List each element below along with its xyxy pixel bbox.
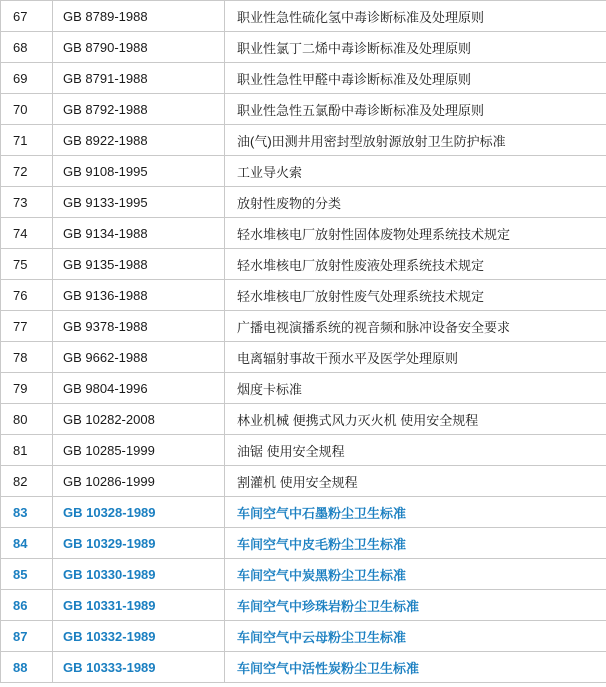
standard-code-cell: GB 9804-1996 (53, 373, 225, 404)
standard-code-cell: GB 10329-1989 (53, 528, 225, 559)
standard-code-cell: GB 9378-1988 (53, 311, 225, 342)
standard-title-cell: 车间空气中云母粉尘卫生标准 (225, 621, 606, 652)
row-index-cell: 69 (1, 63, 53, 94)
standard-code-cell: GB 10286-1999 (53, 466, 225, 497)
standards-table-body (1, 1, 606, 683)
row-index-cell: 72 (1, 156, 53, 187)
standard-title-cell: 轻水堆核电厂放射性废液处理系统技术规定 (225, 249, 606, 280)
standard-code-cell: GB 10332-1989 (53, 621, 225, 652)
table-row (1, 404, 606, 435)
table-row (1, 621, 606, 652)
standard-code-cell: GB 10331-1989 (53, 590, 225, 621)
standard-code-cell: GB 8789-1988 (53, 1, 225, 32)
standard-code-cell: GB 9108-1995 (53, 156, 225, 187)
row-index-cell: 77 (1, 311, 53, 342)
standard-code-cell: GB 9133-1995 (53, 187, 225, 218)
table-row (1, 156, 606, 187)
row-index-cell: 79 (1, 373, 53, 404)
standard-title-cell: 割灌机 使用安全规程 (225, 466, 606, 497)
table-row (1, 590, 606, 621)
row-index-cell: 87 (1, 621, 53, 652)
table-row (1, 94, 606, 125)
standard-code-cell: GB 9662-1988 (53, 342, 225, 373)
row-index-cell: 70 (1, 94, 53, 125)
table-row (1, 125, 606, 156)
standard-code-cell: GB 9135-1988 (53, 249, 225, 280)
standard-title-cell: 林业机械 便携式风力灭火机 使用安全规程 (225, 404, 606, 435)
row-index-cell: 81 (1, 435, 53, 466)
table-row (1, 63, 606, 94)
row-index-cell: 71 (1, 125, 53, 156)
standard-code-cell: GB 10285-1999 (53, 435, 225, 466)
table-row (1, 497, 606, 528)
standard-title-cell: 电离辐射事故干预水平及医学处理原则 (225, 342, 606, 373)
row-index-cell: 68 (1, 32, 53, 63)
row-index-cell: 75 (1, 249, 53, 280)
standard-title-cell: 车间空气中活性炭粉尘卫生标准 (225, 652, 606, 683)
table-row (1, 466, 606, 497)
standard-code-cell: GB 9136-1988 (53, 280, 225, 311)
standard-code-cell: GB 9134-1988 (53, 218, 225, 249)
standard-title-cell: 职业性急性五氯酚中毒诊断标准及处理原则 (225, 94, 606, 125)
standard-code-cell: GB 8791-1988 (53, 63, 225, 94)
row-index-cell: 82 (1, 466, 53, 497)
table-row (1, 280, 606, 311)
standard-code-cell: GB 8922-1988 (53, 125, 225, 156)
standard-title-cell: 车间空气中皮毛粉尘卫生标准 (225, 528, 606, 559)
table-row (1, 559, 606, 590)
table-row (1, 187, 606, 218)
standard-code-cell: GB 8790-1988 (53, 32, 225, 63)
table-row (1, 1, 606, 32)
row-index-cell: 73 (1, 187, 53, 218)
row-index-cell: 86 (1, 590, 53, 621)
row-index-cell: 85 (1, 559, 53, 590)
table-row (1, 528, 606, 559)
standard-title-cell: 职业性急性硫化氢中毒诊断标准及处理原则 (225, 1, 606, 32)
row-index-cell: 84 (1, 528, 53, 559)
table-row (1, 652, 606, 683)
standard-code-cell: GB 10333-1989 (53, 652, 225, 683)
row-index-cell: 76 (1, 280, 53, 311)
standard-code-cell: GB 10328-1989 (53, 497, 225, 528)
standard-title-cell: 车间空气中珍珠岩粉尘卫生标准 (225, 590, 606, 621)
table-row (1, 32, 606, 63)
standard-code-cell: GB 10282-2008 (53, 404, 225, 435)
standard-title-cell: 烟度卡标准 (225, 373, 606, 404)
standard-code-cell: GB 10330-1989 (53, 559, 225, 590)
standard-title-cell: 油(气)田测井用密封型放射源放射卫生防护标准 (225, 125, 606, 156)
row-index-cell: 88 (1, 652, 53, 683)
standard-title-cell: 油锯 使用安全规程 (225, 435, 606, 466)
row-index-cell: 67 (1, 1, 53, 32)
standard-title-cell: 轻水堆核电厂放射性固体废物处理系统技术规定 (225, 218, 606, 249)
row-index-cell: 78 (1, 342, 53, 373)
standard-code-cell: GB 8792-1988 (53, 94, 225, 125)
standard-title-cell: 车间空气中炭黑粉尘卫生标准 (225, 559, 606, 590)
row-index-cell: 83 (1, 497, 53, 528)
standard-title-cell: 职业性急性甲醛中毒诊断标准及处理原则 (225, 63, 606, 94)
standard-title-cell: 放射性废物的分类 (225, 187, 606, 218)
table-row (1, 435, 606, 466)
table-row (1, 311, 606, 342)
standard-title-cell: 工业导火索 (225, 156, 606, 187)
standard-title-cell: 职业性氯丁二烯中毒诊断标准及处理原则 (225, 32, 606, 63)
table-row (1, 249, 606, 280)
table-row (1, 342, 606, 373)
table-row (1, 373, 606, 404)
row-index-cell: 80 (1, 404, 53, 435)
standard-title-cell: 车间空气中石墨粉尘卫生标准 (225, 497, 606, 528)
row-index-cell: 74 (1, 218, 53, 249)
standard-title-cell: 轻水堆核电厂放射性废气处理系统技术规定 (225, 280, 606, 311)
table-row (1, 218, 606, 249)
standard-title-cell: 广播电视演播系统的视音频和脉冲设备安全要求 (225, 311, 606, 342)
